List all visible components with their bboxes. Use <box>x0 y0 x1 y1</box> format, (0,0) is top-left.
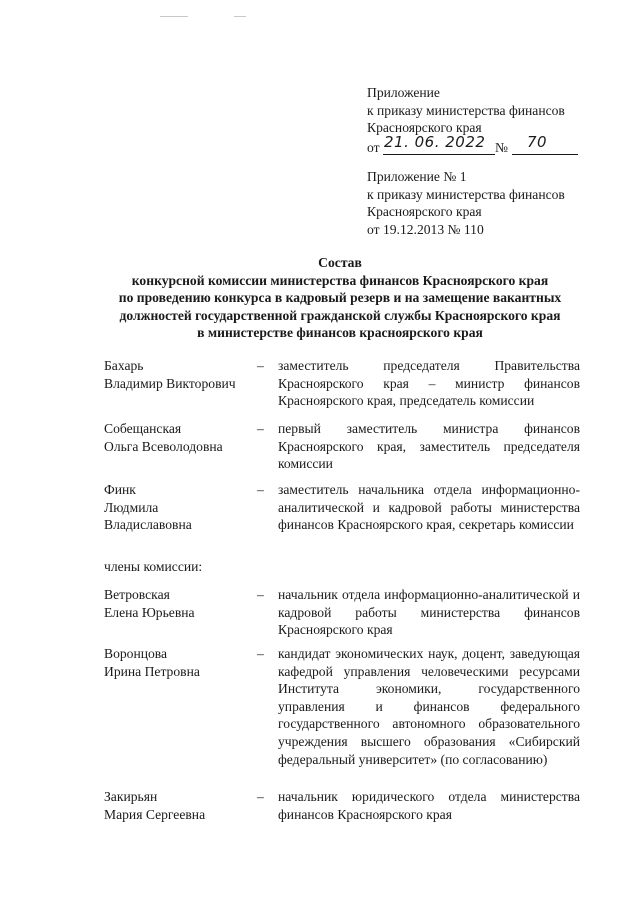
member-given-names: Елена Юрьевна <box>104 604 195 620</box>
appendix-region: Красноярского края <box>367 120 482 136</box>
scan-artifact <box>234 16 246 17</box>
members-section-label: члены комиссии: <box>104 559 203 574</box>
appendix-header-original <box>367 168 565 238</box>
member-name <box>104 788 254 823</box>
appendix-number-label: Приложение № 1 <box>367 169 467 184</box>
member-given-names: Ольга Всеволодовна <box>104 438 223 454</box>
member-name <box>104 481 254 534</box>
title-line: в министерстве финансов красноярского края <box>197 325 483 341</box>
member-given-names: Владимир Викторович <box>104 375 236 391</box>
member-given-names: Мария Сергеевна <box>104 806 206 822</box>
member-given-names: Ирина Петровна <box>104 663 200 679</box>
appendix-header-current <box>367 84 565 156</box>
member-surname: Воронцова <box>104 646 168 661</box>
member-role: первый заместитель министра финансов Красноярского края, заместитель председателя комиссии <box>278 421 580 472</box>
handwritten-number: 70 <box>527 132 548 151</box>
member-name <box>104 420 254 455</box>
appendix-order-ref: к приказу министерства финансов <box>367 186 565 202</box>
handwritten-date: 21. 06. 2022 <box>384 132 486 151</box>
member-given-name: Людмила <box>104 499 159 515</box>
member-role: заместитель начальника отдела информационно-аналитической и кадровой работы министерства финансов Красноярского края, секретарь комиссии <box>278 482 580 533</box>
number-underline <box>512 154 578 155</box>
appendix-label: Приложение <box>367 85 440 100</box>
member-surname: Собещанская <box>104 421 182 436</box>
member-surname: Закирьян <box>104 789 158 804</box>
appendix-order-date: от 19.12.2013 № 110 <box>367 221 484 237</box>
member-name <box>104 357 254 392</box>
member-role: начальник юридического отдела министерства финансов Красноярского края <box>278 789 580 822</box>
dash-separator: – <box>257 789 264 804</box>
document-title <box>60 254 620 342</box>
number-label: № <box>495 139 508 155</box>
dash-separator: – <box>257 646 264 661</box>
title-line: по проведению конкурса в кадровый резерв и на замещение вакантных <box>118 290 562 306</box>
member-role: кандидат экономических наук, доцент, заведующая кафедрой управления человеческими ресурсами Института экономики, государственного управления и финансов федерального государственного автономного образовательного учреждения высшего образования «Сибирский федеральный университет» (по согласованию) <box>278 646 580 767</box>
member-role: начальник отдела информационно-аналитической и кадровой работы министерства финансов Красноярского края <box>278 587 580 638</box>
member-name <box>104 586 254 621</box>
order-date-number-line <box>367 132 565 156</box>
member-role: заместитель председателя Правительства Красноярского края – министр финансов Красноярского края, председатель комиссии <box>278 358 580 409</box>
title-line: Состав <box>318 255 362 270</box>
member-surname: Бахарь <box>104 358 144 373</box>
date-underline <box>383 154 495 155</box>
title-line: должностей государственной гражданской службы Красноярского края <box>119 307 561 323</box>
dash-separator: – <box>257 587 264 602</box>
appendix-order-ref: к приказу министерства финансов <box>367 102 565 118</box>
member-surname: Финк <box>104 482 136 497</box>
appendix-region: Красноярского края <box>367 204 482 220</box>
from-label: от <box>367 139 380 155</box>
title-line: конкурсной комиссии министерства финансов Красноярского края <box>131 272 549 288</box>
dash-separator: – <box>257 358 264 373</box>
member-patronymic: Владиславовна <box>104 517 192 533</box>
member-surname: Ветровская <box>104 587 170 602</box>
scan-artifact <box>160 16 188 17</box>
dash-separator: – <box>257 421 264 436</box>
dash-separator: – <box>257 482 264 497</box>
member-name <box>104 645 254 680</box>
